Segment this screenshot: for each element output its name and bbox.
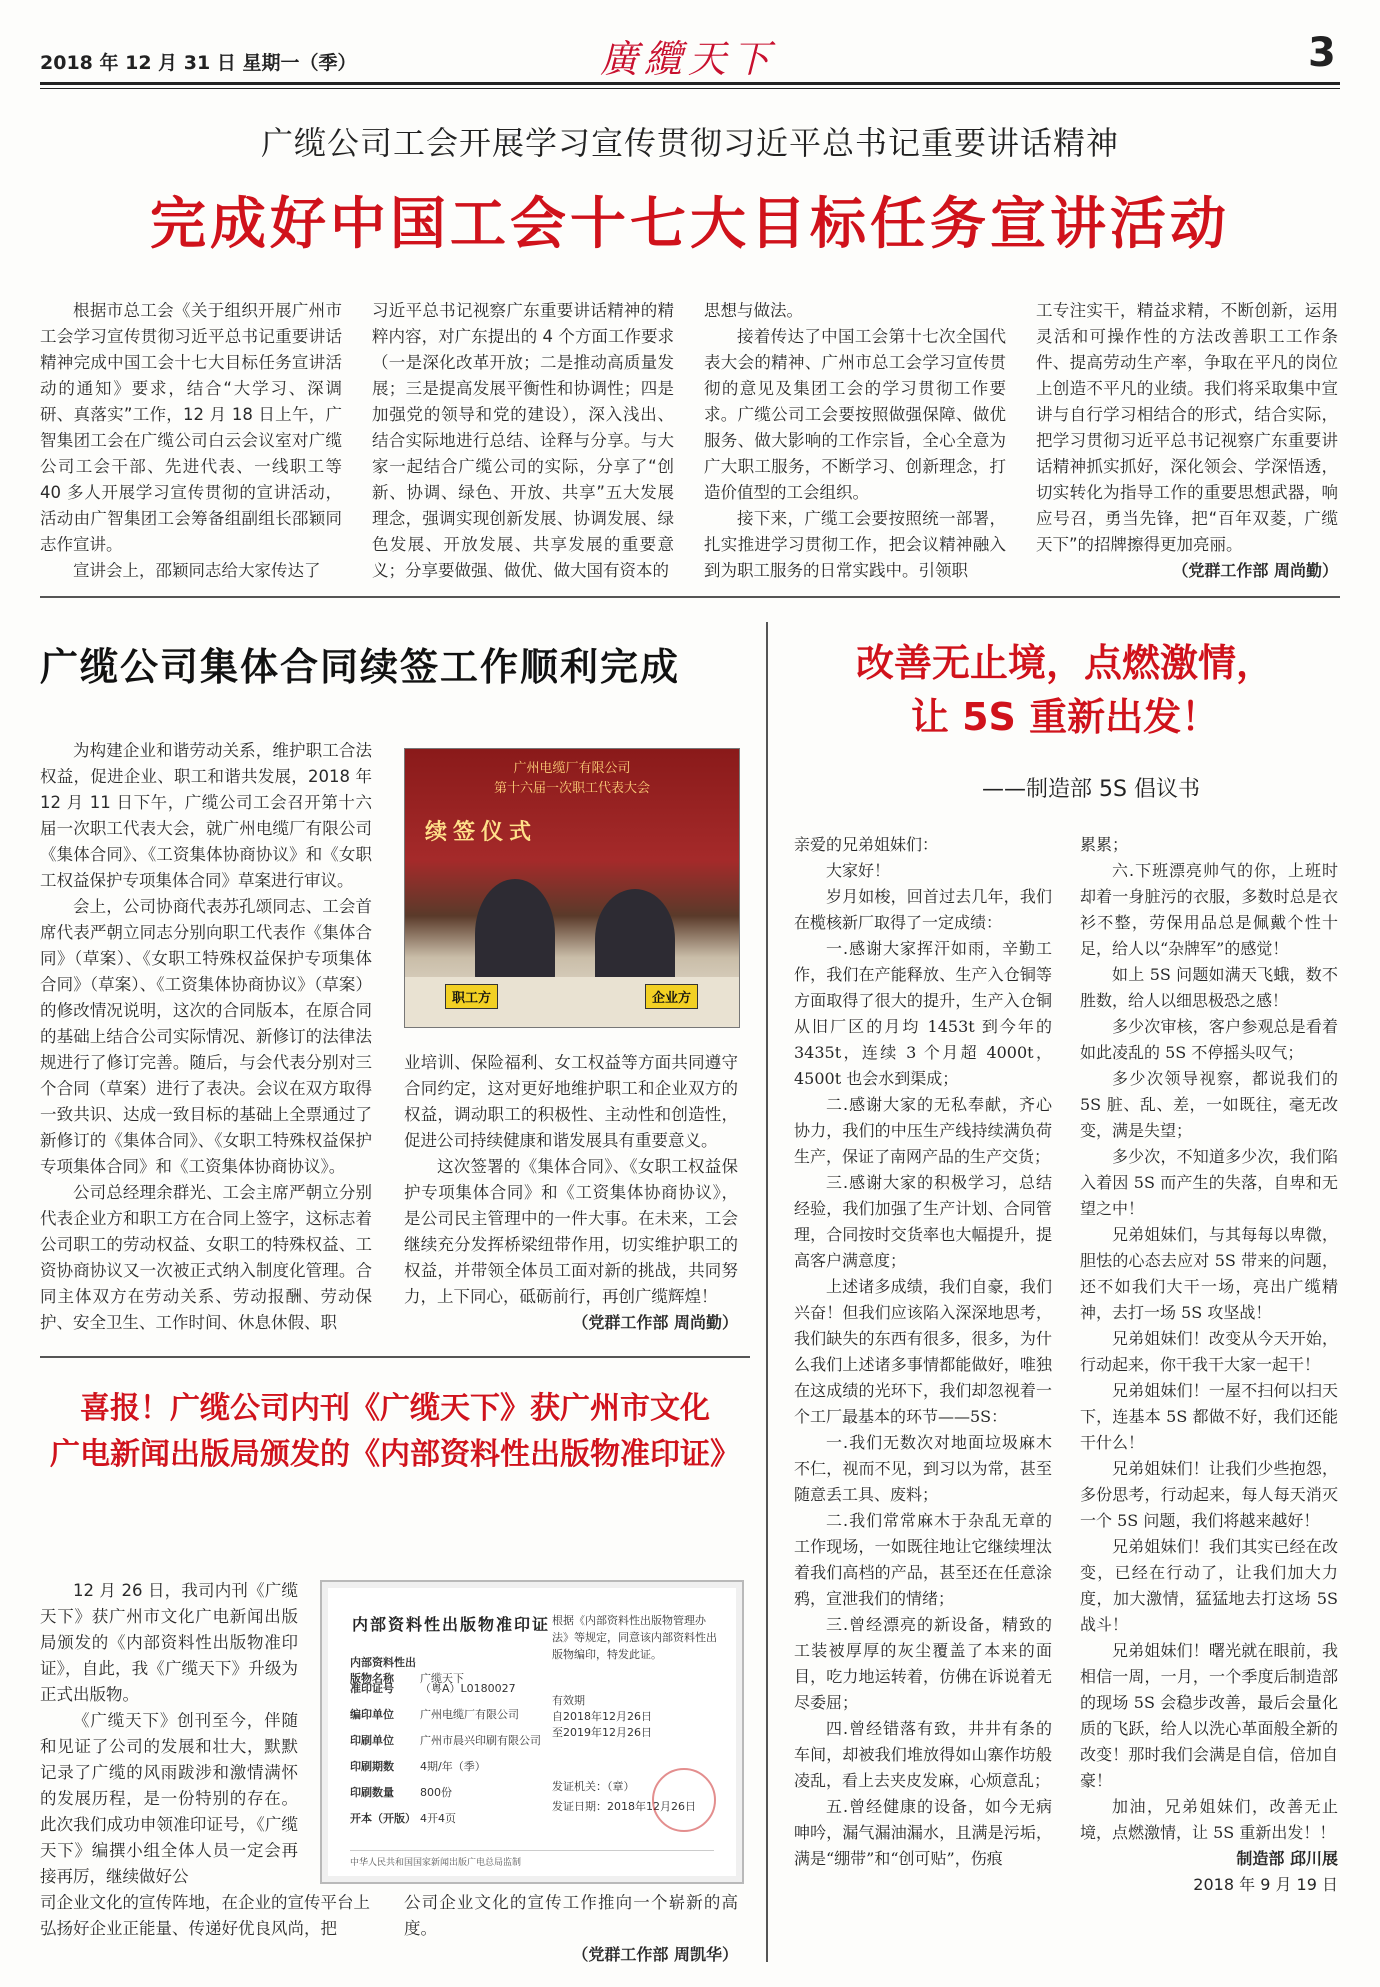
fives-paragraph: 二.感谢大家的无私奉献，齐心协力，我们的中压生产线持续满负荷生产，保证了南网产品的生产交货； bbox=[794, 1095, 1052, 1166]
fives-paragraph: 兄弟姐妹们！一屋不扫何以扫天下，连基本 5S 都做不好，我们还能干什么！ bbox=[1080, 1381, 1338, 1452]
certificate-title: 内部资料性出版物准印证 bbox=[352, 1615, 551, 1634]
photo-banner-line: 第十六届一次职工代表大会 bbox=[493, 781, 650, 796]
certificate-row: 准印证号 （粤A）L0180027 bbox=[350, 1682, 516, 1695]
permit-column-2-tail bbox=[404, 1890, 738, 1968]
fives-paragraph: 大家好！ bbox=[826, 861, 891, 880]
fives-paragraph: 兄弟姐妹们！改变从今天开始，行动起来，你干我干大家一起干！ bbox=[1080, 1329, 1338, 1374]
certificate-row: 印刷单位 广州市晨兴印刷有限公司 bbox=[350, 1734, 541, 1747]
newspaper-logo: 廣纜天下 bbox=[600, 37, 777, 81]
lead-paragraph: 接着传达了中国工会第十七次全国代表大会的精神、广州市总工会学习宣传贯彻的意见及集团工会的学习贯彻工作要求。广缆公司工会要按照做强保障、做优服务、做大影响的工作宗旨，全心全意为广大职工服务，不断学习、创新理念，打造价值型的工会组织。 bbox=[704, 327, 1006, 502]
lead-paragraph: 宣讲会上，邵颖同志给大家传达了 bbox=[73, 561, 321, 580]
fives-paragraph: 兄弟姐妹们！我们其实已经在改变，已经在行动了，让我们加大力度，加大激情，猛猛地去打这场 5S 战斗！ bbox=[1080, 1537, 1338, 1634]
permit-title bbox=[40, 1386, 750, 1478]
signatory-worker-side bbox=[475, 879, 555, 989]
permit-title-line: 广电新闻出版局颁发的《内部资料性出版物准印证》 bbox=[50, 1437, 740, 1472]
masthead-rule bbox=[40, 82, 1340, 85]
lead-paragraph: 思想与做法。 bbox=[704, 301, 803, 320]
contract-paragraph: 公司总经理余群光、工会主席严朝立分别代表企业方和职工方在合同上签字，这标志着公司职工的劳动权益、女职工的特殊权益、工资协商协议又一次被正式纳入制度化管理。合同主体双方在劳动关系、劳动报酬、劳动保护、安全卫生、工作时间、休息休假、职 bbox=[40, 1183, 372, 1332]
contract-column-1 bbox=[40, 738, 372, 1336]
fives-column-2 bbox=[1080, 832, 1338, 1898]
permit-title-line: 喜报！广缆公司内刊《广缆天下》获广州市文化 bbox=[80, 1391, 710, 1426]
contract-paragraph: 业培训、保险福利、女工权益等方面共同遵守合同约定，这对更好地维护职工和企业双方的权益，调动职工的积极性、主动性和创造性，促进公司持续健康和谐发展具有重要意义。 bbox=[404, 1053, 738, 1150]
fives-paragraph: 岁月如梭，回首过去几年，我们在榄核新厂取得了一定成绩： bbox=[794, 887, 1052, 932]
fives-paragraph: 三.感谢大家的积极学习，总结经验，我们加强了生产计划、合同管理，合同按时交货率也大幅提升，提高客户满意度； bbox=[794, 1173, 1052, 1270]
fives-sign-date: 2018 年 9 月 19 日 bbox=[1193, 1875, 1338, 1894]
lead-paragraph: 习近平总书记视察广东重要讲话精神的精粹内容，对广东提出的 4 个方面工作要求（一是深化改革开放；二是推动高质量发展；三是提高发展平衡性和协调性；四是加强党的领导和党的建设），深入浅出、结合实际地进行总结、诠释与分享。与大家一起结合广缆公司的实际，分享了“创新、协调、绿色、开放、共享”五大发展理念，强调实现创新发展、协调发展、绿色发展、开放发展、共享发展的重要意义；分享要做强、做优、做大国有资本的 bbox=[372, 301, 674, 580]
certificate-row: 印刷期数 4期/年（季） bbox=[350, 1760, 486, 1773]
contract-paragraph: 会上，公司协商代表苏孔颂同志、工会首席代表严朝立同志分别向职工代表作《集体合同》（草案）、《女职工特殊权益保护专项集体合同》（草案）、《工资集体协商协议》（草案）的修改情况说明，这次的合同版本，在原合同的基础上结合公司实际情况、新修订的法律法规进行了修订完善。随后，与会代表分别对三个合同（草案）进行了表决。会议在双方取得一致共识、达成一致目标的基础上全票通过了新修订的《集体合同》、《女职工特殊权益保护专项集体合同》和《工资集体协商协议》。 bbox=[40, 897, 372, 1176]
publication-permit-certificate bbox=[320, 1580, 744, 1884]
fives-title-line: 改善无止境，点燃激情， bbox=[855, 641, 1274, 685]
contract-paragraph: 为构建企业和谐劳动关系，维护职工合法权益，促进企业、职工和谐共发展，2018 年 12 月 11 日下午，广缆公司工会召开第十六届一次职工代表大会，就广州电缆厂有限公司《集体合同》、《工资集体协商协议》和《女职工权益保护专项集体合同》草案进行审议。 bbox=[40, 741, 372, 890]
contract-paragraph: 这次签署的《集体合同》、《女职工权益保护专项集体合同》和《工资集体协商协议》，是公司民主管理中的一件大事。在未来，工会继续充分发挥桥梁纽带作用，切实维护职工的权益，并带领全体员工面对新的挑战，共同努力，上下同心，砥砺前行，再创广缆辉煌！ bbox=[404, 1157, 738, 1306]
lead-title: 完成好中国工会十七大目标任务宣讲活动 bbox=[150, 191, 1230, 257]
fives-paragraph: 如上 5S 问题如满天飞蛾，数不胜数，给人以细思极恐之感！ bbox=[1080, 965, 1338, 1010]
page-number: 3 bbox=[1308, 30, 1336, 76]
validity-to: 至2019年12月26日 bbox=[552, 1726, 652, 1739]
fives-paragraph: 加油，兄弟姐妹们，改善无止境，点燃激情，让 5S 重新出发！！ bbox=[1080, 1797, 1338, 1842]
fives-paragraph: 一.我们无数次对地面垃圾麻木不仁，视而不见，到习以为常，甚至随意丢工具、废料； bbox=[794, 1433, 1052, 1504]
fives-paragraph: 六.下班漂亮帅气的你，上班时却着一身脏污的衣服，多数时总是衣衫不整，劳保用品总是佩戴个性十足，给人以“杂牌军”的感觉！ bbox=[1080, 861, 1338, 958]
permit-paragraph: 公司企业文化的宣传工作推向一个崭新的高度。 bbox=[404, 1893, 738, 1938]
validity-from: 自2018年12月26日 bbox=[552, 1710, 652, 1723]
fives-paragraph: 兄弟姐妹们，与其每每以卑微，胆怯的心态去应对 5S 带来的问题，还不如我们大干一场，亮出广缆精神，去打一场 5S 攻坚战！ bbox=[1080, 1225, 1338, 1322]
lead-subtitle: 广缆公司工会开展学习宣传贯彻习近平总书记重要讲话精神 bbox=[260, 124, 1119, 162]
certificate-note: 根据《内部资料性出版物管理办法》等规定，同意该内部资料性出版物编印，特发此证。 bbox=[552, 1614, 717, 1661]
fives-paragraph: 亲爱的兄弟姐妹们： bbox=[794, 835, 939, 854]
photo-ceremony-text: 续签仪式 bbox=[425, 820, 538, 845]
issue-date: 2018 年 12 月 31 日 星期一（季） bbox=[40, 52, 357, 74]
signatory-company-side bbox=[595, 889, 675, 989]
lead-column-3 bbox=[704, 298, 1006, 584]
company-side-tag: 企业方 bbox=[645, 984, 698, 1009]
lead-column-4 bbox=[1036, 298, 1338, 584]
contract-byline: （党群工作部 周尚勤） bbox=[572, 1313, 738, 1332]
certificate-row: 印刷数量 800份 bbox=[350, 1786, 452, 1799]
column-divider bbox=[766, 622, 768, 1962]
certificate-issue-date: 发证日期：2018年12月26日 bbox=[552, 1800, 696, 1813]
fives-column-1 bbox=[794, 832, 1052, 1872]
lead-column-2 bbox=[372, 298, 674, 584]
fives-title-line: 让 5S 重新出发！ bbox=[910, 695, 1220, 739]
fives-paragraph: 兄弟姐妹们！曙光就在眼前，我相信一周，一月，一个季度后制造部的现场 5S 会稳步改善，最后会量化质的飞跃，给人以洗心革面般全新的改变！那时我们会满是自信，倍加自豪！ bbox=[1080, 1641, 1338, 1790]
permit-paragraph: 司企业文化的宣传阵地，在企业的宣传平台上弘扬好企业正能量、传递好优良风尚，把 bbox=[40, 1893, 370, 1938]
lead-paragraph: 工专注实干，精益求精，不断创新，运用灵活和可操作性的方法改善职工工作条件、提高劳动生产率，争取在平凡的岗位上创造不平凡的业绩。我们将采取集中宣讲与自行学习相结合的形式，结合实际，把学习贯彻习近平总书记视察广东重要讲话精神抓实抓好，深化领会、学深悟透，切实转化为指导工作的重要思想武器，响应号召，勇当先锋，把“百年双菱，广缆天下”的招牌擦得更加亮丽。 bbox=[1036, 301, 1338, 554]
lead-paragraph: 根据市总工会《关于组织开展广州市工会学习宣传贯彻习近平总书记重要讲话精神完成中国工会十七大目标任务宣讲活动的通知》要求，结合“大学习、深调研、真落实”工作，12 月 18 日上午，广智集团工会在广缆公司白云会议室对广缆公司工会干部、先进代表、一线职工等 40 多人开展学习宣传贯彻的宣讲活动，活动由广智集团工会筹备组副组长邵颖同志作宣讲。 bbox=[40, 301, 342, 554]
masthead-rule-thin bbox=[40, 88, 1340, 89]
certificate-validity bbox=[552, 1692, 652, 1740]
contract-title: 广缆公司集体合同续签工作顺利完成 bbox=[40, 645, 681, 689]
section-divider bbox=[40, 1356, 750, 1358]
lead-paragraph: 接下来，广缆工会要按照统一部署，扎实推进学习贯彻工作，把会议精神融入到为职工服务的日常实践中。引领职 bbox=[704, 509, 1006, 580]
validity-label: 有效期 bbox=[552, 1694, 585, 1707]
photo-banner-line: 广州电缆厂有限公司 bbox=[513, 761, 631, 776]
fives-paragraph: 五.曾经健康的设备，如今无病呻吟，漏气漏油漏水，且满是污垢，满是“绷带”和“创可贴”，伤痕 bbox=[794, 1797, 1052, 1868]
fives-paragraph: 二.我们常常麻木于杂乱无章的工作现场，一如既往地让它继续埋汰着我们高档的产品，甚至还在任意涂鸦，宣泄我们的情绪； bbox=[794, 1511, 1052, 1608]
certificate-row: 编印单位 广州电缆厂有限公司 bbox=[350, 1708, 519, 1721]
contract-column-2 bbox=[404, 1050, 738, 1336]
official-seal bbox=[652, 1768, 716, 1832]
lead-byline: （党群工作部 周尚勤） bbox=[1172, 561, 1338, 580]
fives-paragraph: 上述诸多成绩，我们自豪，我们兴奋！但我们应该陷入深深地思考，我们缺失的东西有很多，很多，为什么我们上述诸多事情都能做好，唯独在这成绩的光环下，我们却忽视着一个工厂最基本的环节——5S： bbox=[794, 1277, 1052, 1426]
fives-paragraph: 兄弟姐妹们！让我们少些抱怨，多份思考，行动起来，每人每天消灭一个 5S 问题，我们将越来越好！ bbox=[1080, 1459, 1338, 1530]
certificate-row: 开本（开版） 4开4页 bbox=[350, 1812, 456, 1825]
fives-paragraph: 三.曾经漂亮的新设备，精致的工装被厚厚的灰尘覆盖了本来的面目，吃力地运转着，仿佛在诉说着无尽委屈； bbox=[794, 1615, 1052, 1712]
fives-signature: 制造部 邱川展 bbox=[1236, 1849, 1338, 1868]
fives-paragraph: 多少次，不知道多少次，我们陷入着因 5S 而产生的失落，自卑和无望之中！ bbox=[1080, 1147, 1338, 1218]
section-divider bbox=[40, 596, 1340, 598]
permit-column-1-tail bbox=[40, 1890, 370, 1942]
fives-paragraph: 多少次审核，客户参观总是看着如此凌乱的 5S 不停摇头叹气； bbox=[1080, 1017, 1338, 1062]
certificate-row: 内部资料性出版物名称 广缆天下 bbox=[350, 1656, 464, 1685]
permit-column-1 bbox=[40, 1578, 298, 1890]
fives-subtitle: ——制造部 5S 倡议书 bbox=[982, 777, 1200, 802]
fives-paragraph: 多少次领导视察，都说我们的 5S 脏、乱、差，一如既往，毫无改变，满是失望； bbox=[1080, 1069, 1338, 1140]
permit-paragraph: 12 月 26 日，我司内刊《广缆天下》获广州市文化广电新闻出版局颁发的《内部资料性出版物准印证》，自此，我《广缆天下》升级为正式出版物。 bbox=[40, 1581, 298, 1704]
fives-paragraph: 累累； bbox=[1080, 835, 1129, 854]
permit-byline: （党群工作部 周凯华） bbox=[572, 1945, 738, 1964]
fives-paragraph: 四.曾经错落有致，井井有条的车间，却被我们堆放得如山寨作坊般凌乱，看上去夹皮发麻，心烦意乱； bbox=[794, 1719, 1052, 1790]
worker-side-tag: 职工方 bbox=[445, 984, 498, 1009]
fives-paragraph: 一.感谢大家挥汗如雨，辛勤工作，我们在产能释放、生产入仓铜等方面取得了很大的提升，生产入仓铜从旧厂区的月均 1453t 到今年的 3435t，连续 3 个月超 4000t，4500t 也会水到渠成； bbox=[794, 939, 1052, 1088]
fives-title bbox=[790, 636, 1340, 744]
lead-column-1 bbox=[40, 298, 342, 584]
signing-ceremony-photo bbox=[404, 748, 740, 1028]
certificate-issuer: 发证机关：（章） bbox=[552, 1780, 635, 1793]
certificate-footer: 中华人民共和国国家新闻出版广电总局监制 bbox=[350, 1850, 714, 1868]
permit-paragraph: 《广缆天下》创刊至今，伴随和见证了公司的发展和壮大，默默记录了广缆的风雨跋涉和激情满怀的发展历程，是一份特别的存在。此次我们成功申领准印证号，《广缆天下》编撰小组全体人员一定会再接再厉，继续做好公 bbox=[40, 1711, 298, 1886]
